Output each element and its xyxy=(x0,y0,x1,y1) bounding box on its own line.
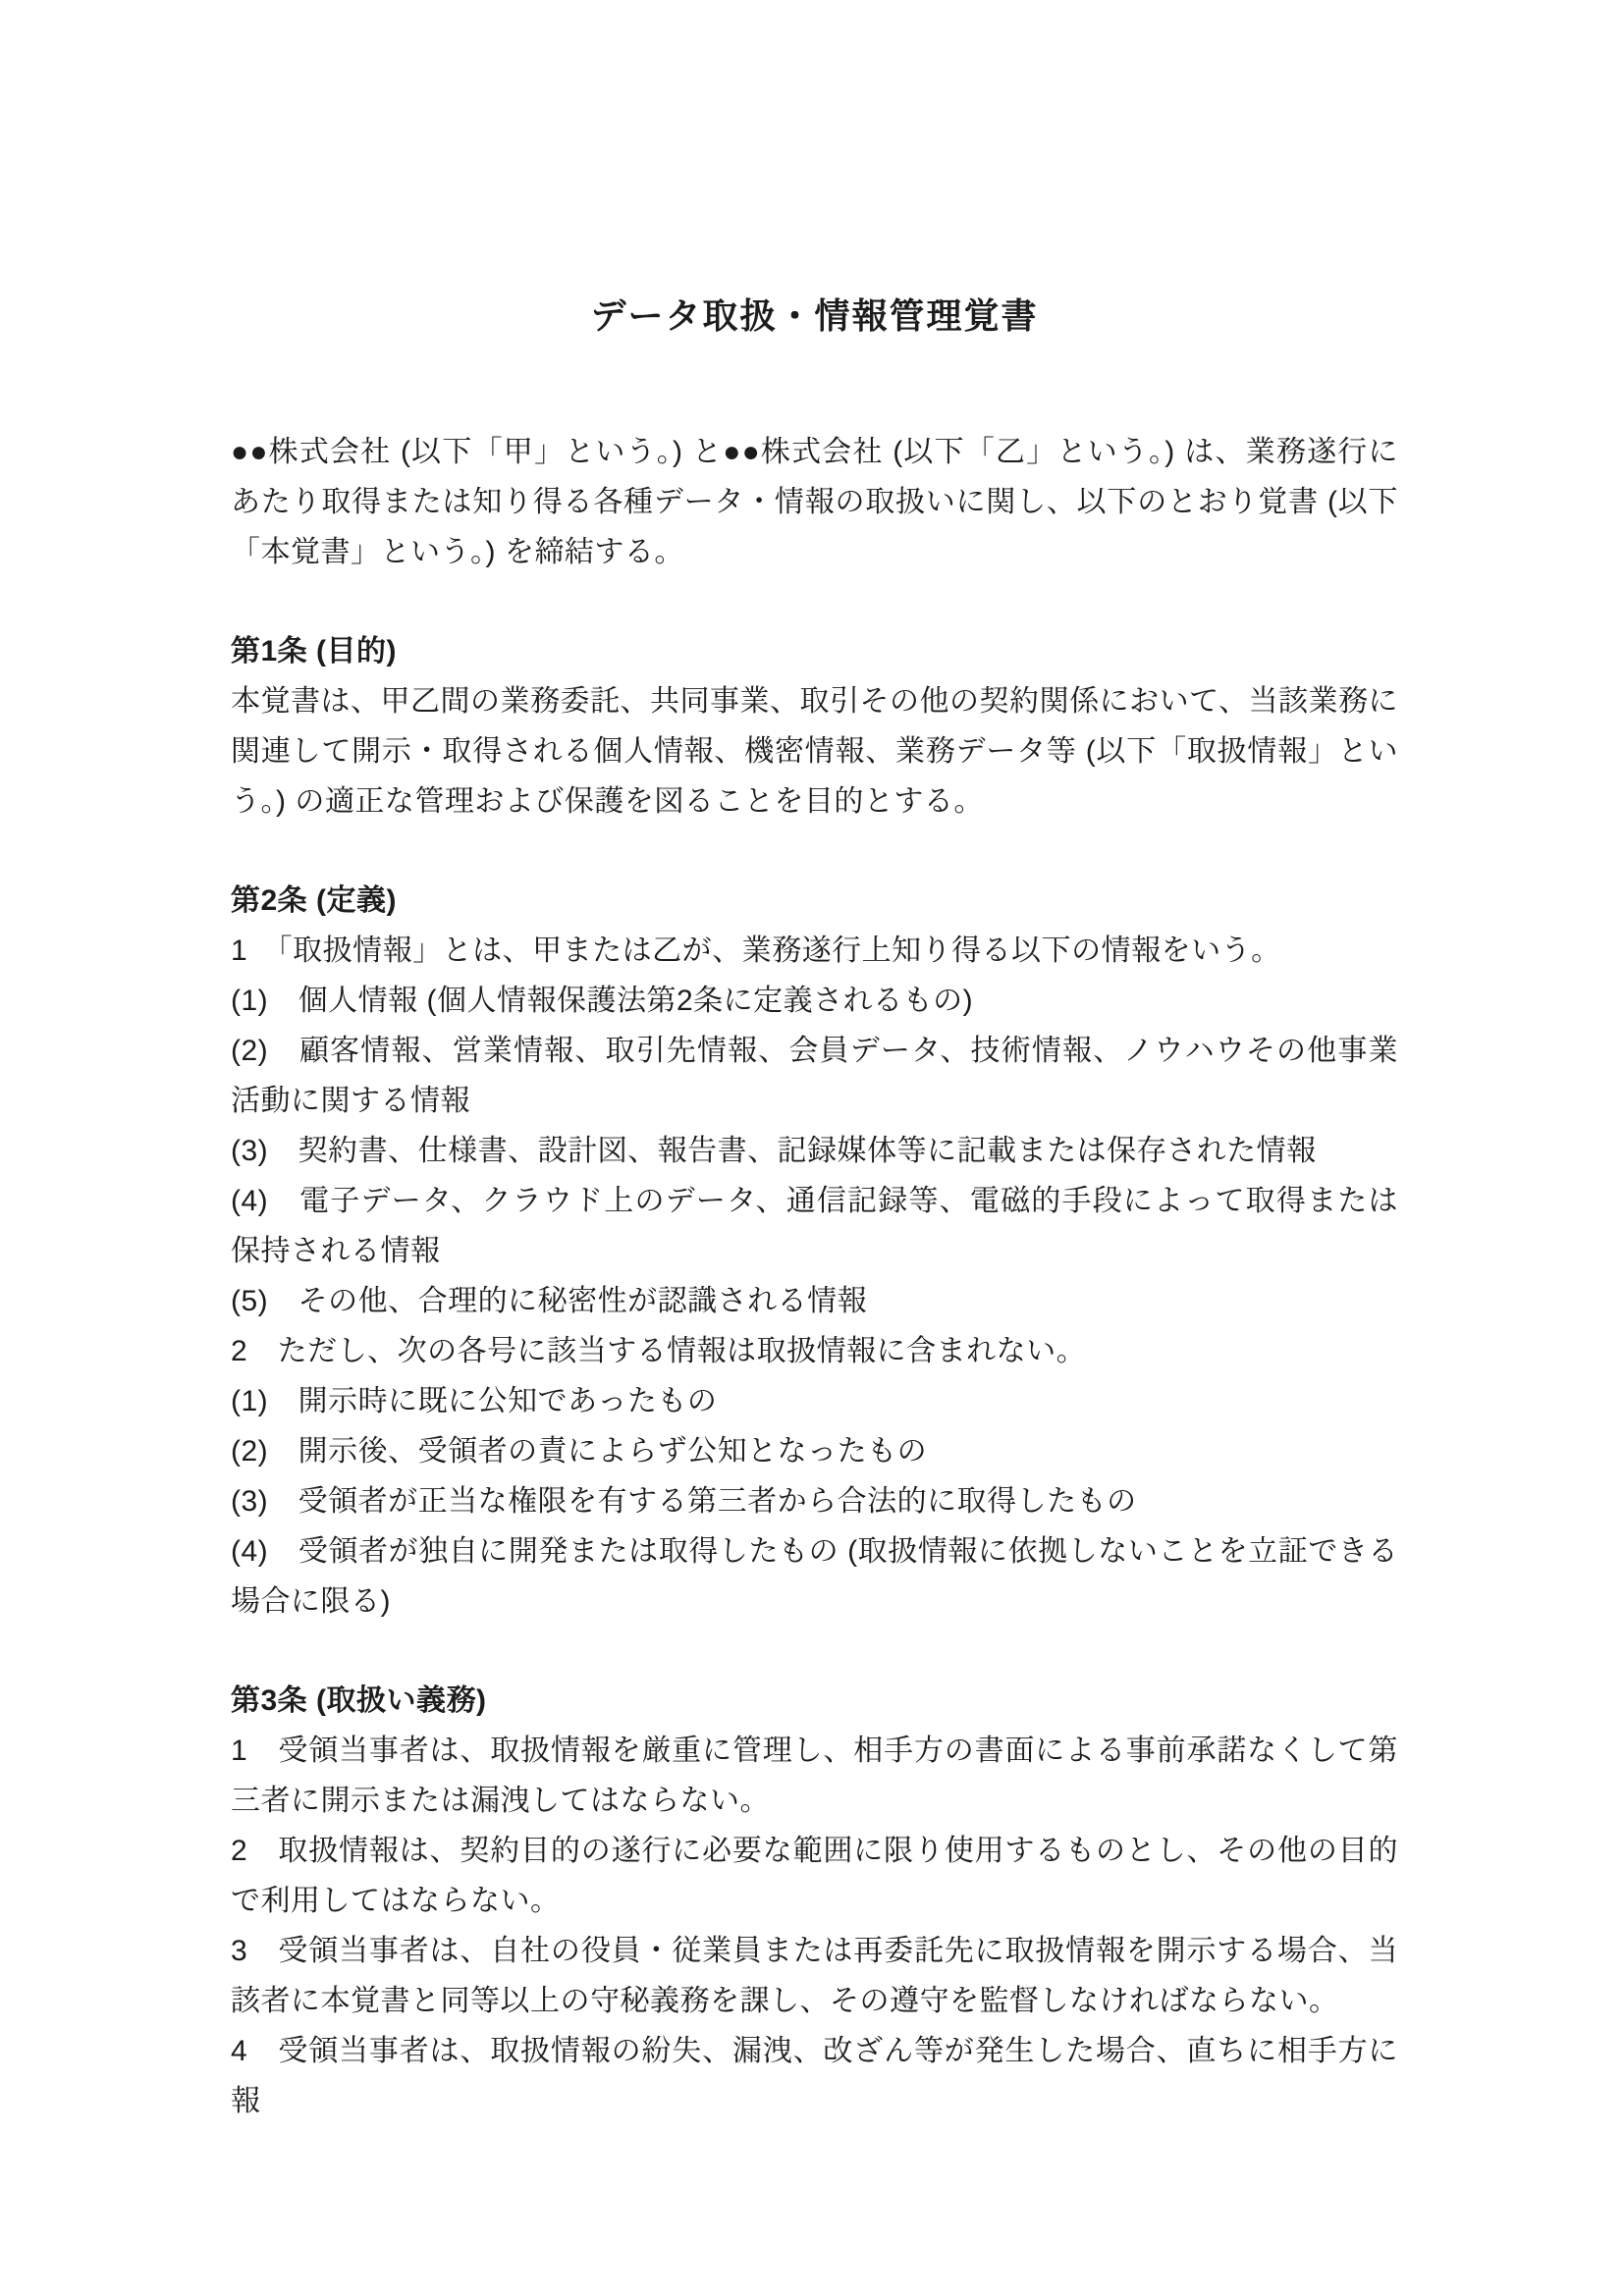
article-2-clause-2-item-2: (2) 開示後、受領者の責によらず公知となったもの xyxy=(231,1435,928,1468)
article-2-clause-1-item-4: (4) 電子データ、クラウド上のデータ、通信記録等、電磁的手段によって取得または保持される情報 xyxy=(231,1185,1398,1267)
section-article-3 xyxy=(231,1676,1398,2126)
article-1-heading: 第1条 (目的) xyxy=(231,635,397,667)
article-1-paragraph: 本覚書は、甲乙間の業務委託、共同事業、取引その他の契約関係において、当該業務に関連して開示・取得される個人情報、機密情報、業務データ等 (以下「取扱情報」という。) の適正な管理および保護を図ることを目的とする。 xyxy=(231,685,1398,818)
article-3-heading: 第3条 (取扱い義務) xyxy=(231,1684,487,1717)
document-title: データ取扱・情報管理覚書 xyxy=(590,295,1039,336)
article-3-clause-4-truncated: 4 受領当事者は、取扱情報の紛失、漏洩、改ざん等が発生した場合、直ちに相手方に報 xyxy=(231,2035,1398,2117)
article-2-clause-2-item-1: (1) 開示時に既に公知であったもの xyxy=(231,1385,718,1417)
article-3-clause-2: 2 取扱情報は、契約目的の遂行に必要な範囲に限り使用するものとし、その他の目的で利用してはならない。 xyxy=(231,1835,1398,1917)
section-article-2 xyxy=(231,876,1398,1627)
article-2-clause-1-item-3: (3) 契約書、仕様書、設計図、報告書、記録媒体等に記載または保存された情報 xyxy=(231,1135,1317,1167)
article-3-clause-3: 3 受領当事者は、自社の役員・従業員または再委託先に取扱情報を開示する場合、当該者に本覚書と同等以上の守秘義務を課し、その遵守を監督しなければならない。 xyxy=(231,1935,1398,2017)
article-2-clause-2-item-3: (3) 受領者が正当な権限を有する第三者から合法的に取得したもの xyxy=(231,1485,1137,1518)
article-2-heading: 第2条 (定義) xyxy=(231,884,397,917)
article-2-clause-1-item-5: (5) その他、合理的に秘密性が認識される情報 xyxy=(231,1285,868,1317)
article-3-clause-1: 1 受領当事者は、取扱情報を厳重に管理し、相手方の書面による事前承諾なくして第三者に開示または漏洩してはならない。 xyxy=(231,1735,1398,1817)
article-2-clause-2: 2 ただし、次の各号に該当する情報は取扱情報に含まれない。 xyxy=(231,1335,1087,1367)
article-2-clause-1-item-2: (2) 顧客情報、営業情報、取引先情報、会員データ、技術情報、ノウハウその他事業活動に関する情報 xyxy=(231,1035,1398,1117)
article-2-clause-1-item-1: (1) 個人情報 (個人情報保護法第2条に定義されるもの) xyxy=(231,985,974,1017)
article-2-clause-1: 1 「取扱情報」とは、甲または乙が、業務遂行上知り得る以下の情報をいう。 xyxy=(231,934,1281,967)
article-2-clause-2-item-4: (4) 受領者が独自に開発または取得したもの (取扱情報に依拠しないことを立証できる場合に限る) xyxy=(231,1535,1398,1618)
preamble-paragraph: ●●株式会社 (以下「甲」という。) と●●株式会社 (以下「乙」という。) は、業務遂行にあたり取得または知り得る各種データ・情報の取扱いに関し、以下のとおり覚書 (以下「本覚書」という。) を締結する。 xyxy=(231,436,1398,568)
section-article-1 xyxy=(231,626,1398,827)
